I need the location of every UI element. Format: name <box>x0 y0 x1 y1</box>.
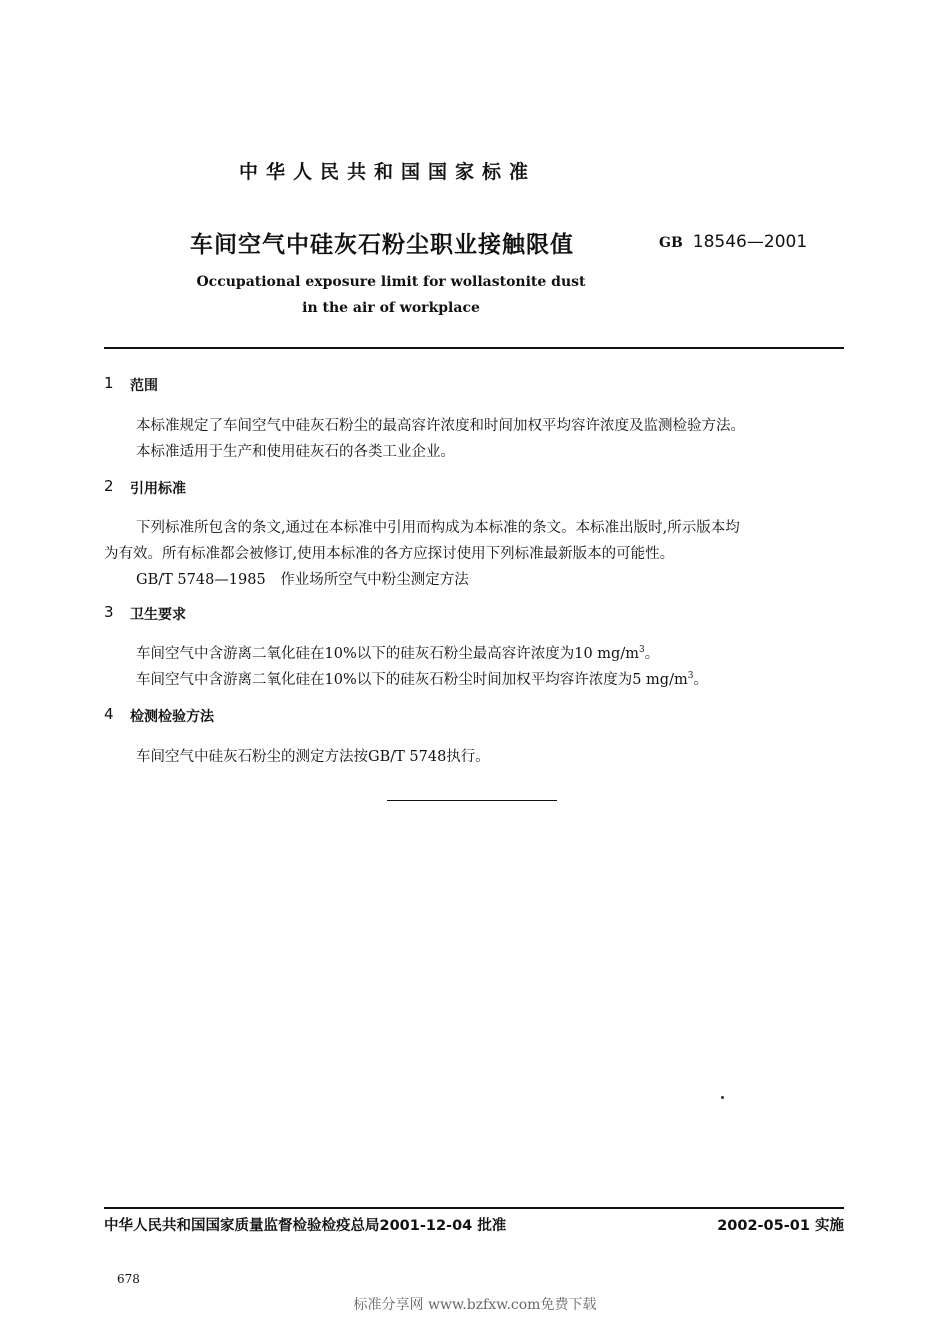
section-2-line-1: 下列标准所包含的条文,通过在本标准中引用而构成为本标准的条文。本标准出版时,所示版本均 <box>136 520 740 536</box>
scan-speck <box>721 1096 724 1099</box>
issuer: 中华人民共和国国家质量监督检验检疫总局 <box>104 1218 380 1234</box>
section-1-line-1: 本标准规定了车间空气中硅灰石粉尘的最高容许浓度和时间加权平均容许浓度及监测检验方法。 <box>136 418 745 434</box>
section-2-title: 引用标准 <box>130 481 186 497</box>
superscript-3: 3 <box>638 645 645 656</box>
effective-word: 实施 <box>815 1218 844 1234</box>
section-1-line-2: 本标准适用于生产和使用硅灰石的各类工业企业。 <box>136 444 455 460</box>
section-3-number: 3 <box>104 603 114 621</box>
section-1-number: 1 <box>104 374 114 392</box>
section-2-reference: GB/T 5748—1985 作业场所空气中粉尘测定方法 <box>136 572 469 588</box>
section-3-title: 卫生要求 <box>130 607 186 623</box>
standard-title-en-line1: Occupational exposure limit for wollastonite dust <box>196 274 586 290</box>
effective-line <box>717 1214 844 1235</box>
standard-code-prefix: GB <box>659 235 683 251</box>
section-2-line-2: 为有效。所有标准都会被修订,使用本标准的各方应探讨使用下列标准最新版本的可能性。 <box>104 546 675 562</box>
header-divider <box>104 347 844 349</box>
issue-date: 2001-12-04 <box>379 1218 473 1234</box>
standard-code-number: 18546—2001 <box>692 232 808 252</box>
standard-title-cn: 车间空气中硅灰石粉尘职业接触限值 <box>190 232 574 258</box>
section-4-number: 4 <box>104 705 114 723</box>
section-2-number: 2 <box>104 477 114 495</box>
section-4-line-1: 车间空气中硅灰石粉尘的测定方法按GB/T 5748执行。 <box>136 749 490 765</box>
standard-code <box>659 232 807 252</box>
standard-title-en-line2: in the air of workplace <box>302 300 480 316</box>
issue-word: 批准 <box>477 1218 507 1234</box>
issue-line <box>104 1214 506 1235</box>
section-3-line-1 <box>136 642 659 663</box>
footer-divider <box>104 1207 844 1209</box>
line-end-punct: 。 <box>693 672 708 688</box>
national-standard-heading: 中华人民共和国国家标准 <box>238 161 536 183</box>
line-end-punct: 。 <box>644 646 660 662</box>
superscript-3: 3 <box>687 671 694 682</box>
section-3-line-1-text: 车间空气中含游离二氧化硅在10%以下的硅灰石粉尘最高容许浓度为10 mg/m <box>136 646 639 662</box>
page-number: 678 <box>117 1272 140 1286</box>
section-1-title: 范围 <box>130 378 158 394</box>
section-3-line-2 <box>136 668 708 689</box>
effective-date: 2002-05-01 <box>717 1218 810 1234</box>
section-4-title: 检测检验方法 <box>130 709 214 725</box>
section-3-line-2-text: 车间空气中含游离二氧化硅在10%以下的硅灰石粉尘时间加权平均容许浓度为5 mg/m <box>136 672 688 688</box>
watermark-text: 标准分享网 www.bzfxw.com免费下载 <box>353 1297 597 1313</box>
end-of-text-rule <box>387 800 557 801</box>
